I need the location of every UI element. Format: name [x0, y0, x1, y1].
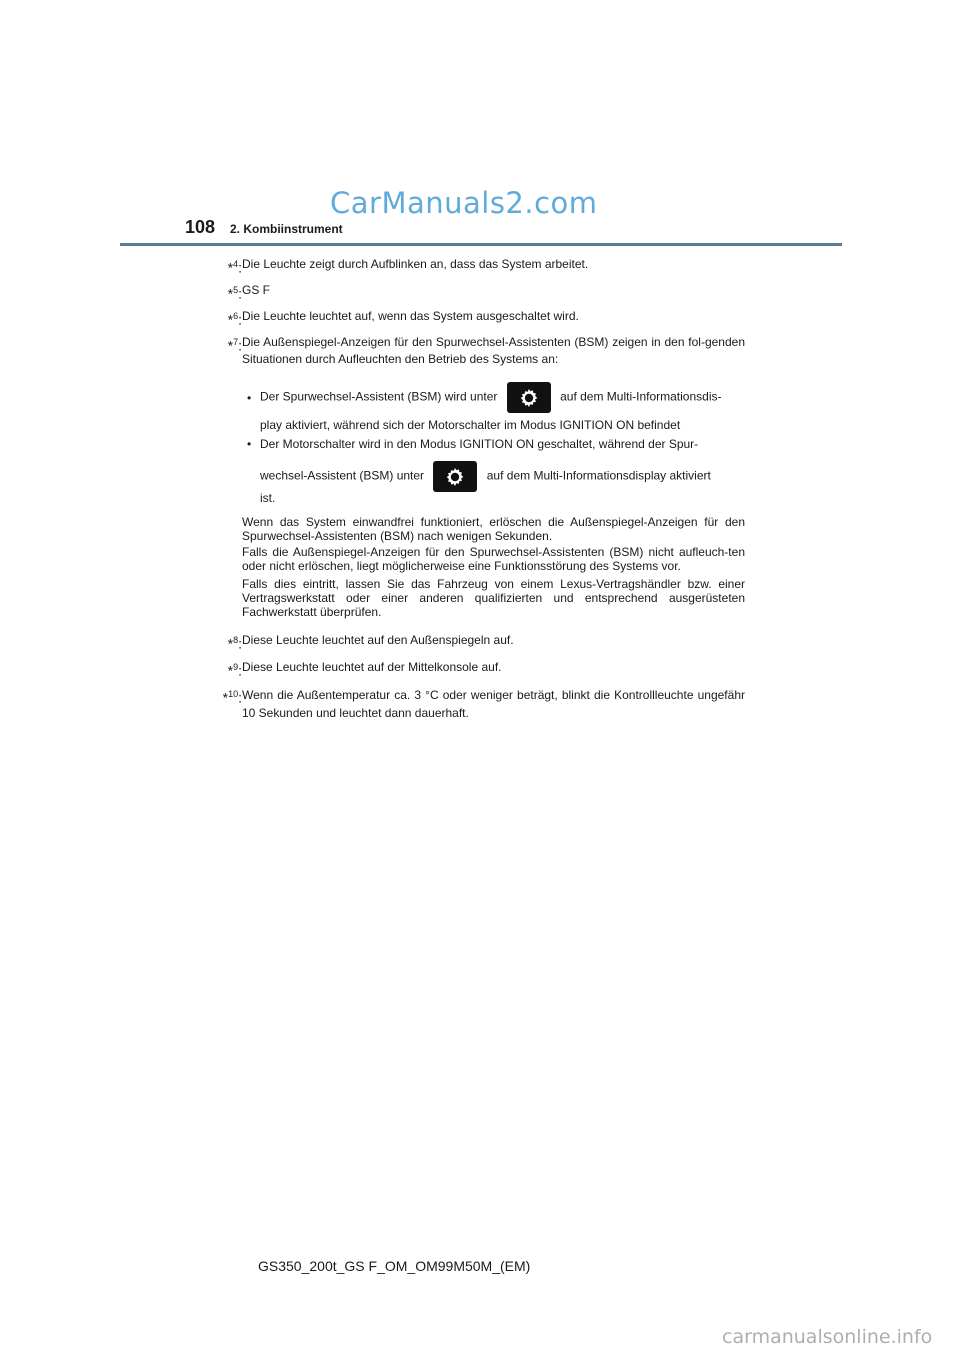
paragraph-3: Falls dies eintritt, lassen Sie das Fahrzeug von einem Lexus-Vertragshändler bzw. einer Vertragswerkstatt oder einer anderen qualifizierten und entsprechend ausgerüsteten Fachwerkstatt überprüfen. — [242, 577, 745, 619]
footnote-text: Diese Leuchte leuchtet auf der Mittelkonsole auf. — [242, 660, 502, 674]
bullet-text-after: auf dem Multi-Informationsdisplay aktiviert — [486, 468, 711, 483]
bullet-text-before: wechsel-Assistent (BSM) unter — [260, 468, 425, 483]
footnote-marker: *$^4$: — [227, 259, 242, 276]
footnote-text: Diese Leuchte leuchtet auf den Außenspiegeln auf. — [242, 633, 514, 647]
footnote-marker: *$^5$: — [227, 285, 242, 302]
bullet-text-line1: Der Motorschalter wird in den Modus IGNITION ON geschaltet, während der Spur- — [260, 437, 699, 451]
bullet-line — [260, 382, 745, 413]
header-rule — [120, 243, 842, 246]
bullet-line — [260, 461, 745, 492]
bullet-text-line3: ist. — [260, 491, 276, 505]
footnote-marker: *$^7$: — [227, 337, 242, 354]
footnote-text: Wenn die Außentemperatur ca. 3 °C oder weniger beträgt, blinkt die Kontrollleuchte ungefähr 10 Sekunden und leuchtet dann dauerhaft. — [242, 688, 745, 720]
bullet-dot: • — [247, 391, 252, 405]
gear-icon — [433, 461, 477, 492]
page-number: 108 — [185, 217, 216, 237]
footnote-text: GS F — [242, 283, 271, 297]
paragraph-1: Wenn das System einwandfrei funktioniert, erlöschen die Außenspiegel-Anzeigen für den Spurwechsel-Assistenten (BSM) nach wenigen Sekunden. — [242, 515, 745, 543]
footnote-marker: *$^9$: — [227, 662, 242, 679]
gear-icon — [507, 382, 551, 413]
bullet-text-after: auf dem Multi-Informationsdis- — [560, 389, 722, 404]
paragraph-2: Falls die Außenspiegel-Anzeigen für den Spurwechsel-Assistenten (BSM) nicht aufleuch-ten oder nicht erlöschen, liegt möglicherweise eine Funktionsstörung des Systems vor. — [242, 545, 745, 573]
footnote-marker: *$^6$: — [227, 311, 242, 328]
footnote-text: Die Leuchte zeigt durch Aufblinken an, dass das System arbeitet. — [242, 257, 589, 271]
watermark-bottom: carmanualsonline.info — [722, 1326, 933, 1348]
footer-doc-id: GS350_200t_GS F_OM_OM99M50M_(EM) — [258, 1258, 531, 1274]
footnote-marker: *$^8$: — [227, 635, 242, 652]
watermark-top: CarManuals2.com — [330, 186, 598, 220]
bullet-text-line2: play aktiviert, während sich der Motorschalter im Modus IGNITION ON befindet — [260, 418, 681, 432]
bullet-text-before: Der Spurwechsel-Assistent (BSM) wird unter — [260, 389, 498, 404]
section-title: 2. Kombiinstrument — [230, 222, 343, 236]
footnote-text: Die Leuchte leuchtet auf, wenn das System ausgeschaltet wird. — [242, 309, 579, 323]
footnote-marker: *$^{10}$: — [222, 689, 242, 706]
footnote-text: Die Außenspiegel-Anzeigen für den Spurwechsel-Assistenten (BSM) zeigen in den fol-genden Situationen durch Aufleuchten den Betrieb des Systems an: — [242, 335, 745, 366]
bullet-dot: • — [247, 437, 252, 451]
